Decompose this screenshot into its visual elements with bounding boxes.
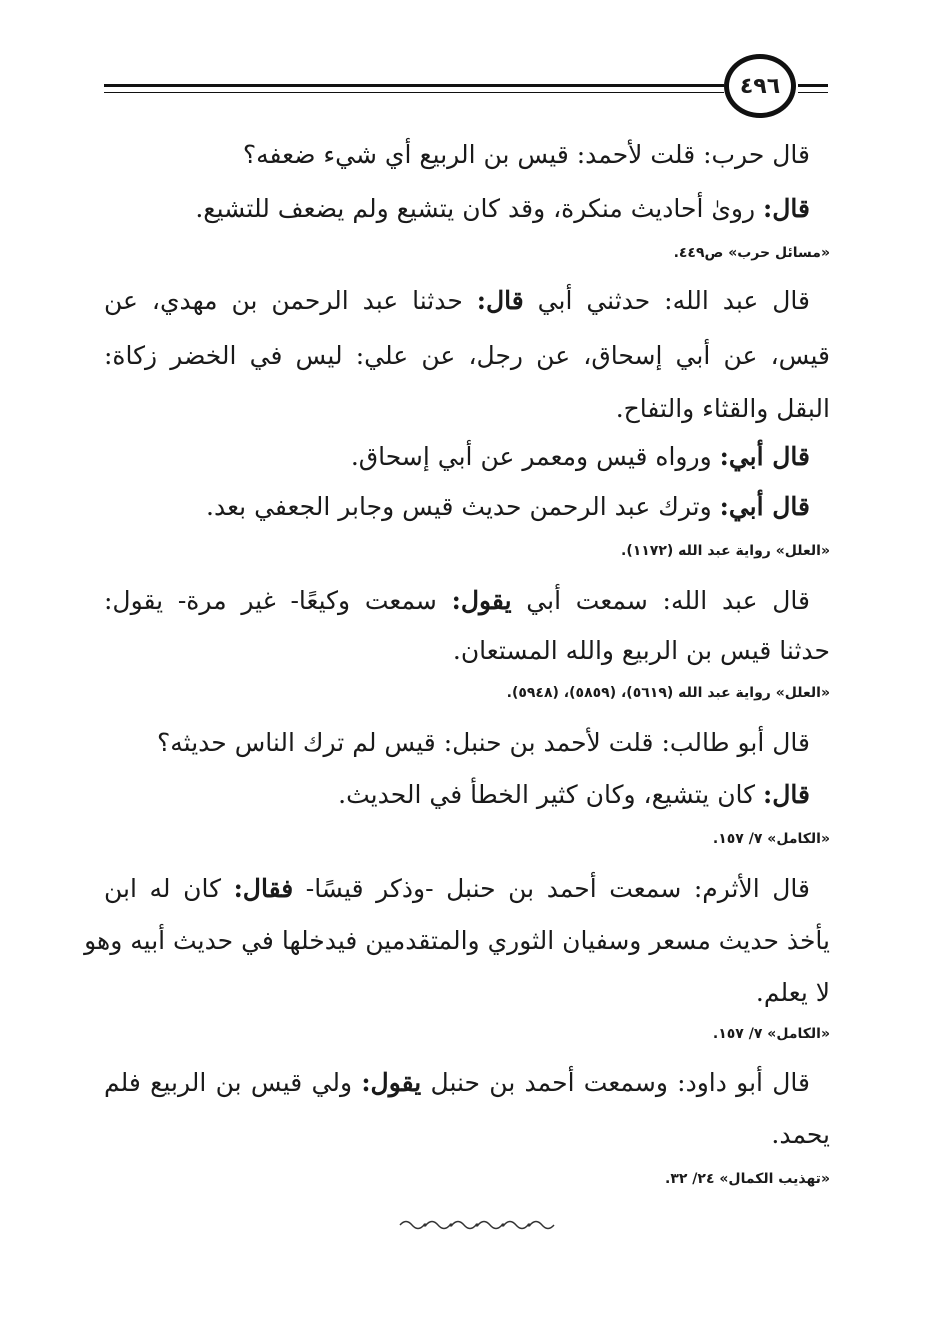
text-line: البقل والقثاء والتفاح. [615,394,830,423]
text-line: يأخذ حديث مسعر وسفيان الثوري والمتقدمين فيدخلها في حديث أبيه وهو [84,926,830,955]
text-line: يحمد. [771,1120,830,1149]
text-line: قيس، عن أبي إسحاق، عن رجل، عن علي: ليس في الخضر زكاة: [104,341,830,370]
end-ornament-icon [396,1217,556,1233]
text-line: قال أبو داود: وسمعت أحمد بن حنبل يقول: ولي قيس بن الربيع فلم [104,1068,810,1097]
source-reference: «تهذيب الكمال» ٢٤/ ٣٢. [664,1171,830,1187]
text-line: حدثنا قيس بن الربيع والله المستعان. [452,636,830,665]
source-reference: «العلل» رواية عبد الله (١١٧٢). [621,543,830,559]
text-line: قال عبد الله: سمعت أبي يقول: سمعت وكيعًا- غير مرة- يقول: [104,586,810,615]
source-reference: «مسائل حرب» ص٤٤٩. [673,245,830,261]
page-number: ٤٩٦ [739,73,781,99]
header-rule-thin [104,92,724,93]
text-line: قال: رویٰ أحاديث منكرة، وقد كان يتشيع ولم يضعف للتشيع. [195,194,810,223]
source-reference: «العلل» رواية عبد الله (٥٦١٩)، (٥٨٥٩)، (٥٩٤٨). [506,685,830,701]
text-line: قال حرب: قلت لأحمد: قيس بن الربيع أي شيء ضعفه؟ [242,140,810,169]
text-line: قال: كان يتشيع، وكان كثير الخطأ في الحديث. [338,780,810,809]
source-reference: «الكامل» ٧/ ١٥٧. [712,831,830,847]
text-line: لا يعلم. [755,978,830,1007]
text-line: قال أبي: وترك عبد الرحمن حديث قيس وجابر الجعفي بعد. [206,492,810,521]
header-rule-right-thin [798,92,828,93]
text-line: قال أبي: ورواه قيس ومعمر عن أبي إسحاق. [350,442,810,471]
text-line: قال أبو طالب: قلت لأحمد بن حنبل: قيس لم ترك الناس حديثه؟ [157,728,810,757]
header-rule-thick [104,84,724,87]
header-rule-right-thick [798,84,828,87]
text-line: قال عبد الله: حدثني أبي قال: حدثنا عبد الرحمن بن مهدي، عن [104,286,810,315]
text-line: قال الأثرم: سمعت أحمد بن حنبل -وذكر قيسًا- فقال: كان له ابن [104,874,810,903]
source-reference: «الكامل» ٧/ ١٥٧. [712,1026,830,1042]
